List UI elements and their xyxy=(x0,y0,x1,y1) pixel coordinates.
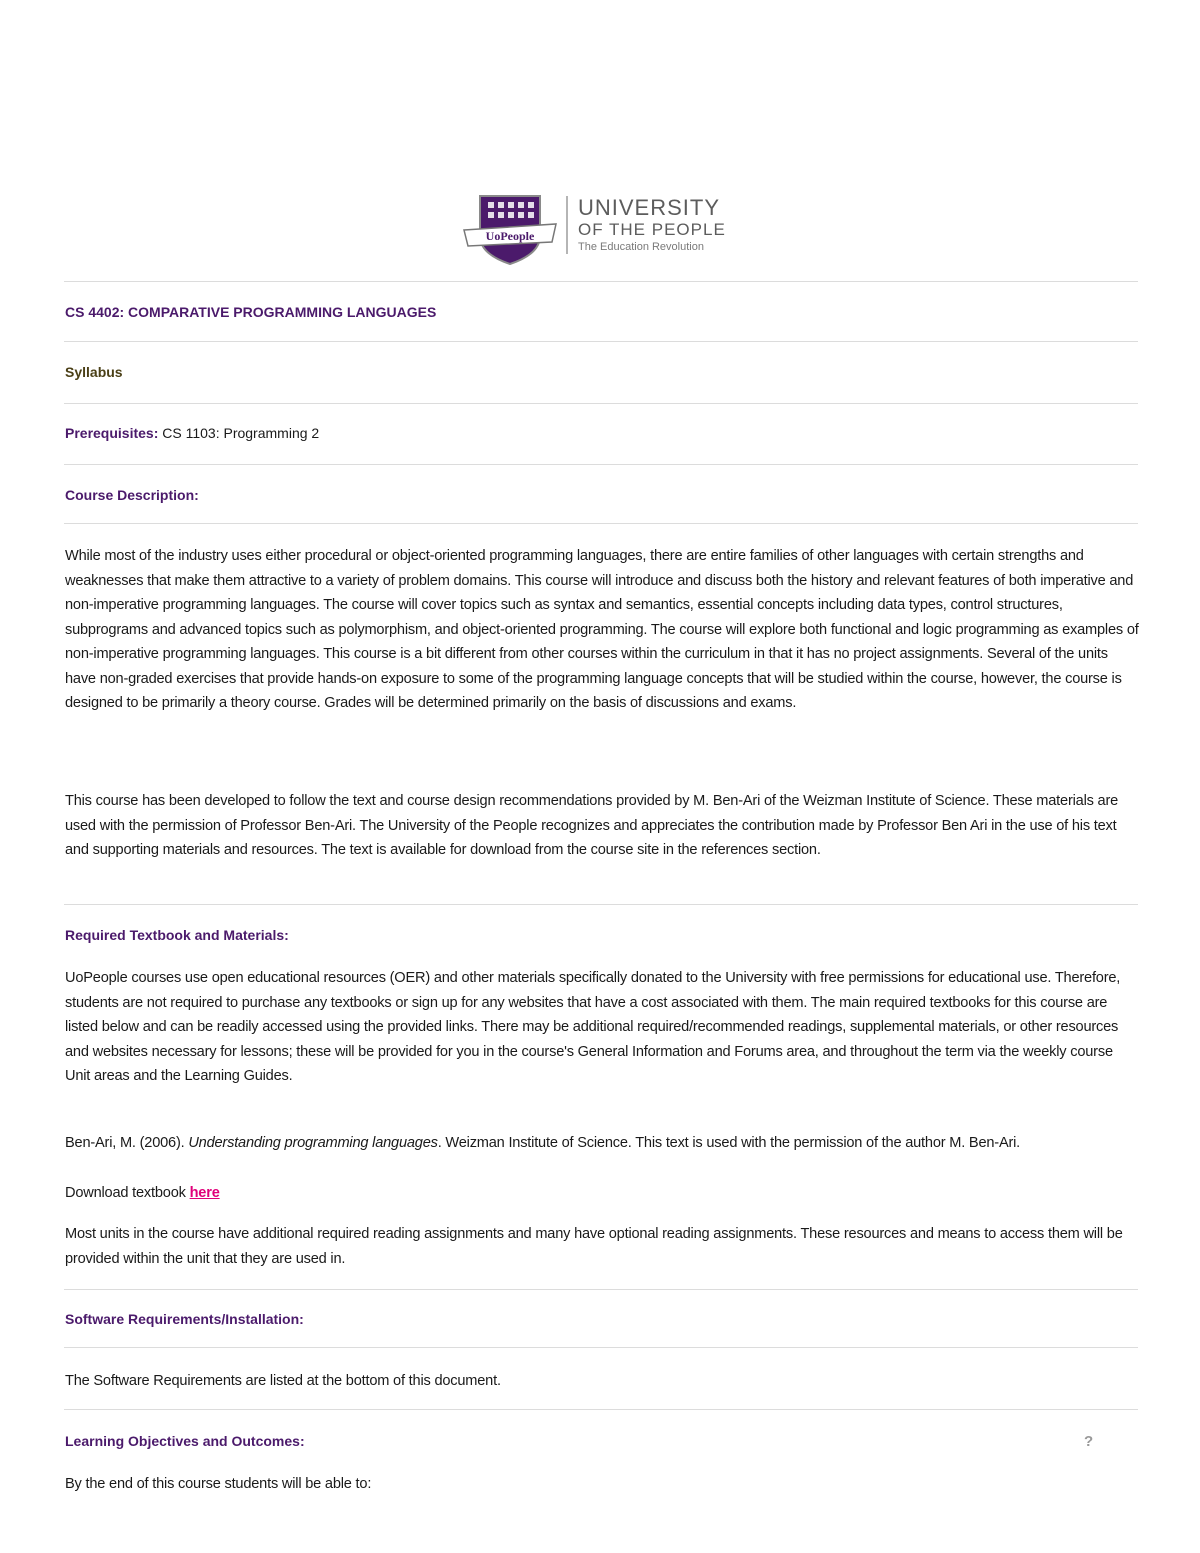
download-textbook-line xyxy=(65,1181,1140,1206)
help-icon[interactable]: ? xyxy=(1084,1433,1094,1450)
textbook-citation xyxy=(65,1131,1140,1156)
download-textbook-label: Download textbook xyxy=(65,1185,190,1201)
required-textbook-paragraph: UoPeople courses use open educational resources (OER) and other materials specifically donated to the University with free permissions for educational use. Therefore, students are not required to purchase any textbooks or sign up for any websites that have a cost associated with them. The main required textbooks for this course are listed below and can be readily accessed using the provided links. There may be additional required/recommended readings, supplemental materials, or other resources and websites necessary for lessons; these will be provided for you in the course's General Information and Forums area, and throughout the term via the weekly course Unit areas and the Learning Guides. xyxy=(65,970,1121,1084)
divider xyxy=(64,1347,1138,1348)
divider xyxy=(64,1289,1138,1290)
software-requirements-text: The Software Requirements are listed at the bottom of this document. xyxy=(65,1373,501,1389)
logo-divider xyxy=(566,196,568,254)
shield-logo-icon xyxy=(462,192,558,266)
download-textbook-link[interactable]: here xyxy=(189,1185,220,1201)
reading-assignments-paragraph: Most units in the course have additional required reading assignments and many have optional reading assignments. These resources and means to access them will be provided within the unit that they are used in. xyxy=(65,1226,1123,1267)
divider xyxy=(64,281,1138,282)
logo-line-university: UNIVERSITY xyxy=(578,195,721,220)
divider xyxy=(64,341,1138,342)
prerequisites-row xyxy=(65,425,319,441)
prerequisites-value: CS 1103: Programming 2 xyxy=(162,425,320,441)
logo-badge-text: UoPeople xyxy=(485,229,535,243)
divider xyxy=(64,403,1138,404)
citation-publisher: . Weizman Institute of Science. This text is used with the permission of the author M. Ben-Ari. xyxy=(437,1135,1021,1151)
learning-objectives-heading: Learning Objectives and Outcomes: xyxy=(65,1433,305,1449)
university-logo xyxy=(462,192,752,266)
divider xyxy=(64,1409,1138,1410)
course-description-heading: Course Description: xyxy=(65,487,199,503)
course-description-paragraph-2: This course has been developed to follow the text and course design recommendations provided by M. Ben-Ari of the Weizman Institute of Science. These materials are used with the permission of Professor Ben-Ari. The University of the People recognizes and appreciates the contribution made by Professor Ben Ari in the use of his text and supporting materials and resources. The text is available for download from the course site in the references section. xyxy=(65,793,1119,858)
course-description-paragraph-1: While most of the industry uses either procedural or object-oriented programming languages, there are entire families of other languages with certain strengths and weaknesses that make them attractive to a variety of problem domains. This course will introduce and discuss both the history and relevant features of both imperative and non-imperative programming languages. The course will cover topics such as syntax and semantics, essential concepts including data types, control structures, subprograms and advanced topics such as polymorphism, and object-oriented programming. The course will explore both functional and logic programming as examples of non-imperative programming languages. This course is a bit different from other courses within the curriculum in that it has no project assignments. Several of the units have non-graded exercises that provide hands-on exposure to some of the programming language concepts that will be studied within the course, however, the course is designed to be primarily a theory course. Grades will be determined primarily on the basis of discussions and exams. xyxy=(65,548,1139,711)
learning-objectives-intro: By the end of this course students will be able to: xyxy=(65,1476,372,1492)
divider xyxy=(64,904,1138,905)
required-textbook-heading: Required Textbook and Materials: xyxy=(65,927,289,943)
logo-tagline: The Education Revolution xyxy=(578,241,704,253)
divider xyxy=(64,464,1138,465)
syllabus-label: Syllabus xyxy=(65,364,123,380)
divider xyxy=(64,523,1138,524)
citation-author: Ben-Ari, M. (2006). xyxy=(65,1135,189,1151)
citation-title: Understanding programming languages xyxy=(188,1135,438,1151)
logo-line-of-the-people: OF THE PEOPLE xyxy=(578,220,726,239)
course-title: CS 4402: COMPARATIVE PROGRAMMING LANGUAGES xyxy=(65,304,437,320)
logo-wordmark xyxy=(578,196,726,254)
prerequisites-label: Prerequisites: xyxy=(65,425,159,441)
software-requirements-heading: Software Requirements/Installation: xyxy=(65,1311,304,1327)
